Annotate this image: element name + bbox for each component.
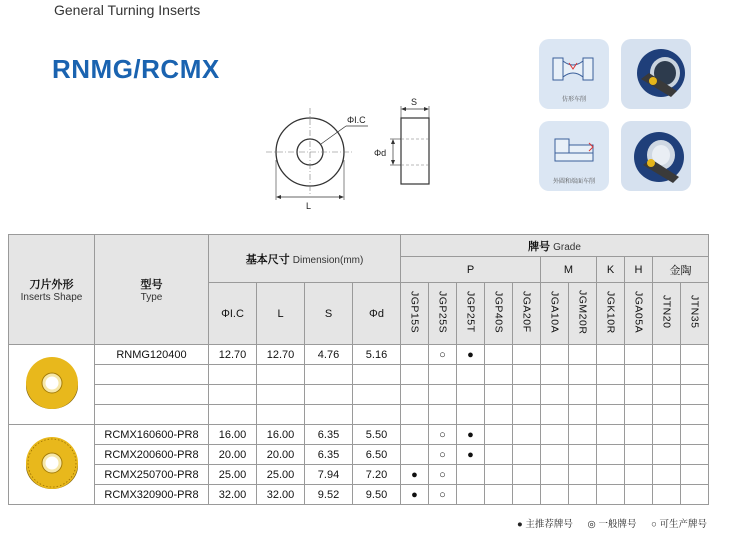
grade-mark	[485, 445, 513, 465]
l-label: L	[306, 201, 312, 211]
profile-turning-tile	[539, 39, 609, 109]
model-cell: RCMX200600-PR8	[95, 445, 209, 465]
grade-mark	[597, 425, 625, 445]
product-title: RNMG/RCMX	[52, 54, 220, 84]
grade-mark	[681, 485, 709, 505]
grade-mark	[653, 385, 681, 405]
grade-mark	[485, 345, 513, 365]
dimension-cell: 5.16	[353, 345, 401, 365]
grade-mark	[653, 465, 681, 485]
dimension-cell: 9.52	[305, 485, 353, 505]
grade-mark	[513, 445, 541, 465]
grade-mark	[485, 485, 513, 505]
group-p: P	[401, 257, 541, 283]
grade-mark	[653, 405, 681, 425]
grade-mark	[457, 385, 485, 405]
table-row	[9, 485, 709, 505]
dimension-cell	[353, 385, 401, 405]
grade-mark	[541, 405, 569, 425]
grade-mark	[541, 425, 569, 445]
dimension-cell: 20.00	[209, 445, 257, 465]
dimension-cell: 16.00	[209, 425, 257, 445]
dimension-cell	[257, 385, 305, 405]
dimension-cell	[353, 365, 401, 385]
grade-mark	[457, 405, 485, 425]
insert-shape-image	[9, 425, 95, 505]
grade-mark	[401, 445, 429, 465]
dimension-header: 基本尺寸 Dimension(mm)	[209, 235, 401, 283]
table-row	[9, 385, 709, 405]
dimension-cell: 4.76	[305, 345, 353, 365]
grade-col: JTN20	[653, 283, 681, 345]
grade-mark: ●	[457, 445, 485, 465]
table-row	[9, 445, 709, 465]
table-row	[9, 365, 709, 385]
grade-mark	[625, 425, 653, 445]
grade-mark	[513, 345, 541, 365]
grade-mark	[513, 405, 541, 425]
group-m: M	[541, 257, 597, 283]
d-label: Φd	[374, 148, 387, 158]
holder-photo-tile-2	[621, 121, 691, 191]
ic-label: ΦI.C	[347, 115, 366, 125]
model-cell	[95, 405, 209, 425]
type-header: 型号 Type	[95, 235, 209, 345]
dimension-cell: 7.94	[305, 465, 353, 485]
grade-mark	[597, 385, 625, 405]
grade-mark	[569, 485, 597, 505]
dimension-cell: 25.00	[209, 465, 257, 485]
face-turning-tile	[539, 121, 609, 191]
dimension-cell	[305, 405, 353, 425]
dimension-cell: 32.00	[209, 485, 257, 505]
model-cell	[95, 385, 209, 405]
grade-mark	[541, 385, 569, 405]
grade-mark	[625, 365, 653, 385]
dimension-cell	[209, 405, 257, 425]
dimension-cell: 20.00	[257, 445, 305, 465]
dimension-cell: 16.00	[257, 425, 305, 445]
model-cell	[95, 365, 209, 385]
model-cell: RNMG120400	[95, 345, 209, 365]
legend-main: ● 主推荐牌号	[517, 519, 573, 530]
grade-mark	[625, 485, 653, 505]
grade-mark	[401, 425, 429, 445]
grade-mark	[681, 445, 709, 465]
grade-mark: ○	[429, 465, 457, 485]
dimension-cell	[353, 405, 401, 425]
grade-mark	[569, 405, 597, 425]
grade-mark	[681, 425, 709, 445]
grade-mark	[569, 365, 597, 385]
grade-mark	[569, 445, 597, 465]
dimension-cell	[209, 385, 257, 405]
dimension-cell	[305, 365, 353, 385]
insert-shape-image	[9, 345, 95, 425]
legend-general: ◎ 一般牌号	[587, 519, 637, 530]
grade-mark	[681, 385, 709, 405]
table-row	[9, 465, 709, 485]
shape-header: 刀片外形 Inserts Shape	[9, 235, 95, 345]
grade-mark	[681, 405, 709, 425]
grade-mark	[569, 425, 597, 445]
dimension-cell	[305, 385, 353, 405]
grade-mark	[429, 405, 457, 425]
grade-mark	[513, 465, 541, 485]
grade-mark	[541, 365, 569, 385]
insert-side-view	[401, 118, 429, 184]
dimension-cell: 32.00	[257, 485, 305, 505]
grade-mark	[569, 345, 597, 365]
grade-mark	[597, 365, 625, 385]
dimension-cell: 25.00	[257, 465, 305, 485]
model-cell: RCMX320900-PR8	[95, 485, 209, 505]
grade-mark	[681, 465, 709, 485]
dimension-cell: 12.70	[257, 345, 305, 365]
grade-mark	[597, 405, 625, 425]
dimension-cell	[257, 405, 305, 425]
grade-mark: ○	[429, 345, 457, 365]
s-label: S	[411, 97, 418, 107]
grade-mark: ○	[429, 445, 457, 465]
grade-mark: ○	[429, 425, 457, 445]
grade-col: JGP25S	[429, 283, 457, 345]
grade-mark	[401, 405, 429, 425]
dimension-cell: 6.50	[353, 445, 401, 465]
model-cell: RCMX160600-PR8	[95, 425, 209, 445]
grade-col: JGP25T	[457, 283, 485, 345]
grade-mark: ○	[429, 485, 457, 505]
grade-mark	[653, 345, 681, 365]
dimension-cell: 5.50	[353, 425, 401, 445]
dimension-cell: 9.50	[353, 485, 401, 505]
dimension-cell	[209, 365, 257, 385]
dimension-cell	[257, 365, 305, 385]
spec-table	[8, 234, 709, 505]
legend-producible: ○ 可生产牌号	[651, 519, 707, 530]
model-cell: RCMX250700-PR8	[95, 465, 209, 485]
group-k: K	[597, 257, 625, 283]
insert-dimension-diagram	[258, 96, 448, 214]
grade-mark	[429, 385, 457, 405]
grade-mark	[485, 405, 513, 425]
grade-mark	[681, 365, 709, 385]
grade-mark	[457, 365, 485, 385]
grade-mark	[457, 485, 485, 505]
grade-mark	[653, 365, 681, 385]
grade-mark	[625, 465, 653, 485]
grade-col: JGA20F	[513, 283, 541, 345]
grade-mark	[569, 465, 597, 485]
grade-mark	[653, 485, 681, 505]
grade-mark	[485, 365, 513, 385]
grade-mark	[541, 465, 569, 485]
dimension-cell: 7.20	[353, 465, 401, 485]
grade-mark	[513, 485, 541, 505]
grade-col: JGA10A	[541, 283, 569, 345]
table-row	[9, 425, 709, 445]
grade-col: JGK10R	[597, 283, 625, 345]
grade-mark	[569, 385, 597, 405]
col-ic: ΦI.C	[209, 283, 257, 345]
grade-mark: ●	[457, 425, 485, 445]
dimension-cell: 6.35	[305, 425, 353, 445]
dimension-cell: 12.70	[209, 345, 257, 365]
table-row	[9, 405, 709, 425]
profile-turning-caption: 仿形车削	[561, 97, 586, 103]
spec-rows	[9, 345, 709, 505]
grade-mark	[513, 365, 541, 385]
col-d: Φd	[353, 283, 401, 345]
grade-mark	[401, 345, 429, 365]
grade-col: JGP40S	[485, 283, 513, 345]
grade-mark	[485, 425, 513, 445]
grade-mark	[625, 445, 653, 465]
grade-mark	[625, 405, 653, 425]
table-row	[9, 345, 709, 365]
grade-mark	[485, 385, 513, 405]
grade-mark	[597, 465, 625, 485]
grade-mark: ●	[457, 345, 485, 365]
grade-mark	[485, 465, 513, 485]
grade-mark	[653, 445, 681, 465]
insert-holder-photo-1	[621, 39, 691, 109]
grade-col: JTN35	[681, 283, 709, 345]
grade-mark	[597, 485, 625, 505]
grade-mark	[541, 485, 569, 505]
dimension-cell: 6.35	[305, 445, 353, 465]
grade-mark	[681, 345, 709, 365]
grade-mark	[429, 365, 457, 385]
grade-mark	[513, 425, 541, 445]
col-l: L	[257, 283, 305, 345]
grade-legend	[505, 516, 707, 530]
grade-col: JGM20R	[569, 283, 597, 345]
grade-mark	[541, 445, 569, 465]
group-h: H	[625, 257, 653, 283]
grade-mark	[457, 465, 485, 485]
grade-mark	[653, 425, 681, 445]
grade-mark	[401, 385, 429, 405]
grade-mark	[625, 385, 653, 405]
insert-holder-photo-2	[621, 121, 691, 191]
grade-mark	[513, 385, 541, 405]
grade-col: JGP15S	[401, 283, 429, 345]
category-title: General Turning Inserts	[54, 2, 201, 18]
grade-mark: ●	[401, 465, 429, 485]
holder-photo-tile-1	[621, 39, 691, 109]
grade-header: 牌号 Grade	[401, 235, 709, 257]
grade-mark	[597, 345, 625, 365]
group-cermet: 金陶	[653, 257, 709, 283]
face-turning-caption: 外圆和端面车削	[552, 179, 595, 185]
grade-mark	[541, 345, 569, 365]
grade-mark	[401, 365, 429, 385]
grade-col: JGA05A	[625, 283, 653, 345]
grade-mark	[597, 445, 625, 465]
col-s: S	[305, 283, 353, 345]
grade-mark: ●	[401, 485, 429, 505]
grade-mark	[625, 345, 653, 365]
